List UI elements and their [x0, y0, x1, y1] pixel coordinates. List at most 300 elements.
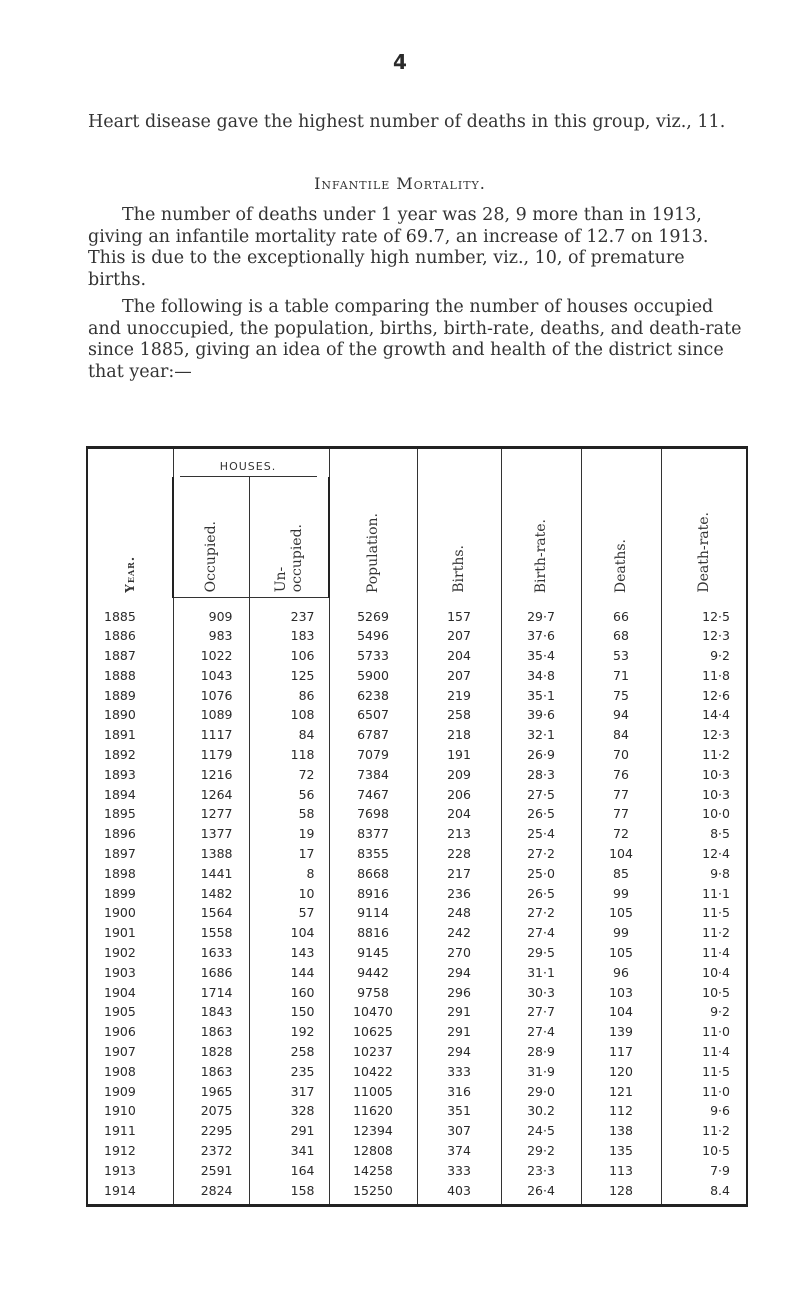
cell-year: 1904	[87, 983, 173, 1003]
cell-occupied: 1076	[173, 686, 249, 706]
cell-death-rate: 11·5	[661, 903, 747, 923]
cell-year: 1890	[87, 705, 173, 725]
cell-unoccupied: 56	[249, 785, 329, 805]
cell-birth-rate: 25·4	[501, 824, 581, 844]
cell-deaths: 84	[581, 725, 661, 745]
cell-birth-rate: 27·5	[501, 785, 581, 805]
cell-death-rate: 8·5	[661, 824, 747, 844]
spacer-cell	[249, 597, 329, 607]
cell-unoccupied: 125	[249, 666, 329, 686]
header-deaths-label: Deaths.	[613, 538, 629, 593]
spacer-cell	[581, 597, 661, 607]
cell-occupied: 2824	[173, 1181, 249, 1206]
cell-death-rate: 11·4	[661, 1042, 747, 1062]
cell-occupied: 1843	[173, 1002, 249, 1022]
cell-population: 6507	[329, 705, 417, 725]
table-row	[87, 1022, 747, 1042]
cell-population: 9114	[329, 903, 417, 923]
cell-unoccupied: 160	[249, 983, 329, 1003]
cell-year: 1894	[87, 785, 173, 805]
cell-births: 294	[417, 1042, 501, 1062]
cell-unoccupied: 258	[249, 1042, 329, 1062]
cell-population: 9145	[329, 943, 417, 963]
cell-birth-rate: 27·2	[501, 844, 581, 864]
cell-death-rate: 11·5	[661, 1062, 747, 1082]
cell-unoccupied: 86	[249, 686, 329, 706]
cell-population: 10422	[329, 1062, 417, 1082]
cell-births: 291	[417, 1022, 501, 1042]
cell-death-rate: 7·9	[661, 1161, 747, 1181]
cell-population: 7467	[329, 785, 417, 805]
cell-unoccupied: 108	[249, 705, 329, 725]
cell-deaths: 99	[581, 923, 661, 943]
paragraph-table-intro: The following is a table comparing the number of houses occupied and unoccupied, the population, births, birth-rate, deaths, and death-rate since 1885, giving an idea of the growth and health of the district since that year:—	[88, 297, 742, 382]
cell-occupied: 1965	[173, 1082, 249, 1102]
cell-deaths: 77	[581, 785, 661, 805]
cell-birth-rate: 26·4	[501, 1181, 581, 1206]
cell-deaths: 105	[581, 903, 661, 923]
cell-year: 1896	[87, 824, 173, 844]
cell-birth-rate: 28·3	[501, 765, 581, 785]
table-row	[87, 1141, 747, 1161]
cell-births: 213	[417, 824, 501, 844]
spacer-cell	[501, 597, 581, 607]
cell-occupied: 1264	[173, 785, 249, 805]
cell-death-rate: 9·6	[661, 1101, 747, 1121]
cell-birth-rate: 29·5	[501, 943, 581, 963]
cell-birth-rate: 27·7	[501, 1002, 581, 1022]
cell-death-rate: 9·8	[661, 864, 747, 884]
cell-year: 1910	[87, 1101, 173, 1121]
cell-year: 1893	[87, 765, 173, 785]
table-row	[87, 607, 747, 627]
table-row	[87, 745, 747, 765]
cell-occupied: 1388	[173, 844, 249, 864]
table-row	[87, 844, 747, 864]
cell-birth-rate: 26·5	[501, 884, 581, 904]
cell-occupied: 1482	[173, 884, 249, 904]
cell-year: 1907	[87, 1042, 173, 1062]
cell-births: 236	[417, 884, 501, 904]
cell-unoccupied: 144	[249, 963, 329, 983]
cell-population: 11005	[329, 1082, 417, 1102]
cell-deaths: 72	[581, 824, 661, 844]
cell-unoccupied: 118	[249, 745, 329, 765]
cell-birth-rate: 32·1	[501, 725, 581, 745]
cell-birth-rate: 23·3	[501, 1161, 581, 1181]
cell-births: 333	[417, 1062, 501, 1082]
cell-births: 242	[417, 923, 501, 943]
cell-occupied: 1216	[173, 765, 249, 785]
table-row	[87, 686, 747, 706]
cell-death-rate: 11·1	[661, 884, 747, 904]
cell-occupied: 1863	[173, 1062, 249, 1082]
cell-occupied: 2591	[173, 1161, 249, 1181]
cell-death-rate: 10·5	[661, 1141, 747, 1161]
table-row	[87, 646, 747, 666]
cell-deaths: 121	[581, 1082, 661, 1102]
cell-unoccupied: 150	[249, 1002, 329, 1022]
cell-births: 258	[417, 705, 501, 725]
cell-population: 6787	[329, 725, 417, 745]
cell-unoccupied: 158	[249, 1181, 329, 1206]
cell-deaths: 76	[581, 765, 661, 785]
cell-death-rate: 11·0	[661, 1022, 747, 1042]
table-row	[87, 943, 747, 963]
header-year	[87, 448, 173, 598]
table-row	[87, 923, 747, 943]
cell-population: 5496	[329, 626, 417, 646]
statistics-table-body	[87, 597, 747, 1205]
cell-births: 270	[417, 943, 501, 963]
cell-occupied: 1714	[173, 983, 249, 1003]
cell-occupied: 2075	[173, 1101, 249, 1121]
cell-year: 1886	[87, 626, 173, 646]
header-unoccupied-line2: occupied.	[288, 524, 305, 593]
cell-death-rate: 11·0	[661, 1082, 747, 1102]
header-unoccupied	[249, 477, 329, 597]
cell-deaths: 135	[581, 1141, 661, 1161]
cell-births: 218	[417, 725, 501, 745]
cell-year: 1900	[87, 903, 173, 923]
cell-occupied: 1089	[173, 705, 249, 725]
cell-unoccupied: 317	[249, 1082, 329, 1102]
table-row	[87, 725, 747, 745]
cell-year: 1885	[87, 607, 173, 627]
cell-birth-rate: 27·4	[501, 923, 581, 943]
spacer-cell	[661, 597, 747, 607]
cell-year: 1898	[87, 864, 173, 884]
cell-year: 1895	[87, 804, 173, 824]
cell-population: 10470	[329, 1002, 417, 1022]
cell-births: 307	[417, 1121, 501, 1141]
cell-birth-rate: 29·0	[501, 1082, 581, 1102]
cell-birth-rate: 27·2	[501, 903, 581, 923]
header-year-label: Year.	[123, 556, 137, 593]
cell-births: 157	[417, 607, 501, 627]
cell-occupied: 1558	[173, 923, 249, 943]
spacer-cell	[173, 597, 249, 607]
cell-occupied: 1377	[173, 824, 249, 844]
header-houses-label: HOUSES.	[180, 460, 317, 477]
cell-population: 9442	[329, 963, 417, 983]
cell-year: 1906	[87, 1022, 173, 1042]
cell-death-rate: 11·2	[661, 1121, 747, 1141]
cell-deaths: 138	[581, 1121, 661, 1141]
header-spacer-row	[87, 597, 747, 607]
cell-births: 191	[417, 745, 501, 765]
cell-death-rate: 10·0	[661, 804, 747, 824]
cell-deaths: 105	[581, 943, 661, 963]
cell-unoccupied: 183	[249, 626, 329, 646]
cell-deaths: 96	[581, 963, 661, 983]
cell-birth-rate: 30·3	[501, 983, 581, 1003]
cell-deaths: 103	[581, 983, 661, 1003]
cell-unoccupied: 341	[249, 1141, 329, 1161]
header-population	[329, 448, 417, 598]
cell-occupied: 1828	[173, 1042, 249, 1062]
table-row	[87, 903, 747, 923]
cell-birth-rate: 35·4	[501, 646, 581, 666]
cell-unoccupied: 58	[249, 804, 329, 824]
cell-population: 7079	[329, 745, 417, 765]
cell-deaths: 128	[581, 1181, 661, 1206]
cell-unoccupied: 143	[249, 943, 329, 963]
cell-year: 1903	[87, 963, 173, 983]
table-row	[87, 983, 747, 1003]
cell-population: 8916	[329, 884, 417, 904]
spacer-cell	[417, 597, 501, 607]
cell-unoccupied: 17	[249, 844, 329, 864]
cell-population: 12808	[329, 1141, 417, 1161]
cell-deaths: 53	[581, 646, 661, 666]
header-births-label: Births.	[451, 545, 467, 593]
table-row	[87, 765, 747, 785]
cell-population: 7384	[329, 765, 417, 785]
cell-birth-rate: 31·9	[501, 1062, 581, 1082]
cell-death-rate: 11·4	[661, 943, 747, 963]
cell-occupied: 983	[173, 626, 249, 646]
cell-birth-rate: 29·7	[501, 607, 581, 627]
cell-births: 204	[417, 804, 501, 824]
cell-birth-rate: 24·5	[501, 1121, 581, 1141]
cell-occupied: 2295	[173, 1121, 249, 1141]
cell-unoccupied: 104	[249, 923, 329, 943]
header-births	[417, 448, 501, 598]
cell-unoccupied: 10	[249, 884, 329, 904]
cell-occupied: 1686	[173, 963, 249, 983]
header-unoccupied-label	[273, 520, 305, 596]
cell-birth-rate: 37·6	[501, 626, 581, 646]
cell-death-rate: 12·6	[661, 686, 747, 706]
cell-year: 1891	[87, 725, 173, 745]
cell-birth-rate: 31·1	[501, 963, 581, 983]
cell-unoccupied: 8	[249, 864, 329, 884]
cell-year: 1899	[87, 884, 173, 904]
cell-population: 8355	[329, 844, 417, 864]
cell-birth-rate: 35·1	[501, 686, 581, 706]
cell-year: 1908	[87, 1062, 173, 1082]
header-population-label: Population.	[365, 512, 382, 593]
cell-death-rate: 9·2	[661, 1002, 747, 1022]
cell-year: 1902	[87, 943, 173, 963]
cell-death-rate: 8.4	[661, 1181, 747, 1206]
cell-birth-rate: 28·9	[501, 1042, 581, 1062]
cell-deaths: 68	[581, 626, 661, 646]
header-birth-rate	[501, 448, 581, 598]
cell-deaths: 99	[581, 884, 661, 904]
cell-unoccupied: 237	[249, 607, 329, 627]
cell-births: 296	[417, 983, 501, 1003]
cell-unoccupied: 106	[249, 646, 329, 666]
spacer-cell	[329, 597, 417, 607]
cell-population: 11620	[329, 1101, 417, 1121]
cell-year: 1913	[87, 1161, 173, 1181]
cell-births: 333	[417, 1161, 501, 1181]
cell-unoccupied: 57	[249, 903, 329, 923]
cell-births: 228	[417, 844, 501, 864]
cell-births: 217	[417, 864, 501, 884]
cell-deaths: 139	[581, 1022, 661, 1042]
cell-year: 1912	[87, 1141, 173, 1161]
cell-births: 206	[417, 785, 501, 805]
cell-population: 12394	[329, 1121, 417, 1141]
cell-occupied: 1043	[173, 666, 249, 686]
cell-deaths: 71	[581, 666, 661, 686]
cell-births: 294	[417, 963, 501, 983]
cell-population: 9758	[329, 983, 417, 1003]
cell-birth-rate: 26·5	[501, 804, 581, 824]
cell-birth-rate: 39·6	[501, 705, 581, 725]
cell-unoccupied: 235	[249, 1062, 329, 1082]
cell-year: 1911	[87, 1121, 173, 1141]
header-deaths	[581, 448, 661, 598]
cell-year: 1887	[87, 646, 173, 666]
table-row	[87, 884, 747, 904]
table-row	[87, 785, 747, 805]
cell-deaths: 112	[581, 1101, 661, 1121]
table-row	[87, 963, 747, 983]
cell-births: 219	[417, 686, 501, 706]
header-death-rate	[661, 448, 747, 598]
table-row	[87, 1161, 747, 1181]
cell-death-rate: 12·3	[661, 725, 747, 745]
cell-birth-rate: 30.2	[501, 1101, 581, 1121]
cell-birth-rate: 25·0	[501, 864, 581, 884]
cell-population: 8377	[329, 824, 417, 844]
cell-occupied: 1277	[173, 804, 249, 824]
cell-population: 5269	[329, 607, 417, 627]
cell-births: 204	[417, 646, 501, 666]
cell-year: 1901	[87, 923, 173, 943]
cell-birth-rate: 29·2	[501, 1141, 581, 1161]
table-row	[87, 1181, 747, 1206]
statistics-table-container	[86, 446, 746, 1207]
cell-death-rate: 9·2	[661, 646, 747, 666]
table-row	[87, 824, 747, 844]
cell-death-rate: 10·4	[661, 963, 747, 983]
cell-births: 209	[417, 765, 501, 785]
cell-unoccupied: 192	[249, 1022, 329, 1042]
cell-unoccupied: 19	[249, 824, 329, 844]
cell-occupied: 1022	[173, 646, 249, 666]
cell-births: 207	[417, 626, 501, 646]
cell-population: 6238	[329, 686, 417, 706]
cell-year: 1888	[87, 666, 173, 686]
cell-birth-rate: 26·9	[501, 745, 581, 765]
cell-year: 1897	[87, 844, 173, 864]
cell-population: 5733	[329, 646, 417, 666]
table-row	[87, 1121, 747, 1141]
cell-occupied: 1564	[173, 903, 249, 923]
cell-death-rate: 11·8	[661, 666, 747, 686]
cell-population: 10237	[329, 1042, 417, 1062]
cell-deaths: 75	[581, 686, 661, 706]
cell-deaths: 77	[581, 804, 661, 824]
table-row	[87, 666, 747, 686]
header-houses	[173, 448, 329, 478]
table-row	[87, 1101, 747, 1121]
paragraph-heart-disease: Heart disease gave the highest number of deaths in this group, viz., 11.	[88, 112, 726, 132]
cell-deaths: 120	[581, 1062, 661, 1082]
cell-death-rate: 12·3	[661, 626, 747, 646]
header-death-rate-label: Death-rate.	[695, 512, 712, 593]
cell-unoccupied: 72	[249, 765, 329, 785]
cell-death-rate: 11·2	[661, 745, 747, 765]
table-row	[87, 804, 747, 824]
cell-population: 15250	[329, 1181, 417, 1206]
cell-deaths: 104	[581, 1002, 661, 1022]
table-row	[87, 1062, 747, 1082]
cell-deaths: 66	[581, 607, 661, 627]
cell-deaths: 113	[581, 1161, 661, 1181]
page-number: 4	[393, 50, 407, 74]
table-row	[87, 1002, 747, 1022]
cell-death-rate: 12·4	[661, 844, 747, 864]
cell-occupied: 1441	[173, 864, 249, 884]
cell-deaths: 104	[581, 844, 661, 864]
cell-births: 248	[417, 903, 501, 923]
table-row	[87, 626, 747, 646]
cell-births: 351	[417, 1101, 501, 1121]
table-row	[87, 1042, 747, 1062]
cell-births: 403	[417, 1181, 501, 1206]
cell-births: 207	[417, 666, 501, 686]
spacer-cell	[87, 597, 173, 607]
table-row	[87, 1082, 747, 1102]
header-occupied-label: Occupied.	[203, 521, 220, 593]
cell-population: 5900	[329, 666, 417, 686]
cell-year: 1892	[87, 745, 173, 765]
cell-occupied: 2372	[173, 1141, 249, 1161]
header-unoccupied-line1: Un-	[272, 566, 289, 593]
cell-death-rate: 12·5	[661, 607, 747, 627]
cell-births: 374	[417, 1141, 501, 1161]
paragraph-infantile-mortality: The number of deaths under 1 year was 28, 9 more than in 1913, giving an infantile mortality rate of 69.7, an increase of 12.7 on 1913. This is due to the exceptionally high number, viz., 10, of premature births.	[88, 205, 709, 290]
cell-population: 14258	[329, 1161, 417, 1181]
header-occupied	[173, 477, 249, 597]
cell-births: 316	[417, 1082, 501, 1102]
cell-occupied: 1179	[173, 745, 249, 765]
cell-population: 8816	[329, 923, 417, 943]
cell-population: 7698	[329, 804, 417, 824]
cell-occupied: 909	[173, 607, 249, 627]
cell-deaths: 85	[581, 864, 661, 884]
cell-deaths: 70	[581, 745, 661, 765]
section-heading-infantile-mortality: Infantile Mortality.	[314, 174, 486, 193]
cell-occupied: 1633	[173, 943, 249, 963]
cell-birth-rate: 34·8	[501, 666, 581, 686]
cell-year: 1914	[87, 1181, 173, 1206]
cell-deaths: 94	[581, 705, 661, 725]
cell-occupied: 1117	[173, 725, 249, 745]
table-row	[87, 864, 747, 884]
cell-unoccupied: 291	[249, 1121, 329, 1141]
header-birth-rate-label: Birth-rate.	[533, 518, 549, 593]
statistics-table	[86, 446, 748, 1207]
cell-birth-rate: 27·4	[501, 1022, 581, 1042]
cell-year: 1889	[87, 686, 173, 706]
cell-unoccupied: 84	[249, 725, 329, 745]
cell-year: 1909	[87, 1082, 173, 1102]
cell-unoccupied: 328	[249, 1101, 329, 1121]
cell-births: 291	[417, 1002, 501, 1022]
cell-death-rate: 14·4	[661, 705, 747, 725]
cell-death-rate: 11·2	[661, 923, 747, 943]
cell-unoccupied: 164	[249, 1161, 329, 1181]
cell-occupied: 1863	[173, 1022, 249, 1042]
table-row	[87, 705, 747, 725]
